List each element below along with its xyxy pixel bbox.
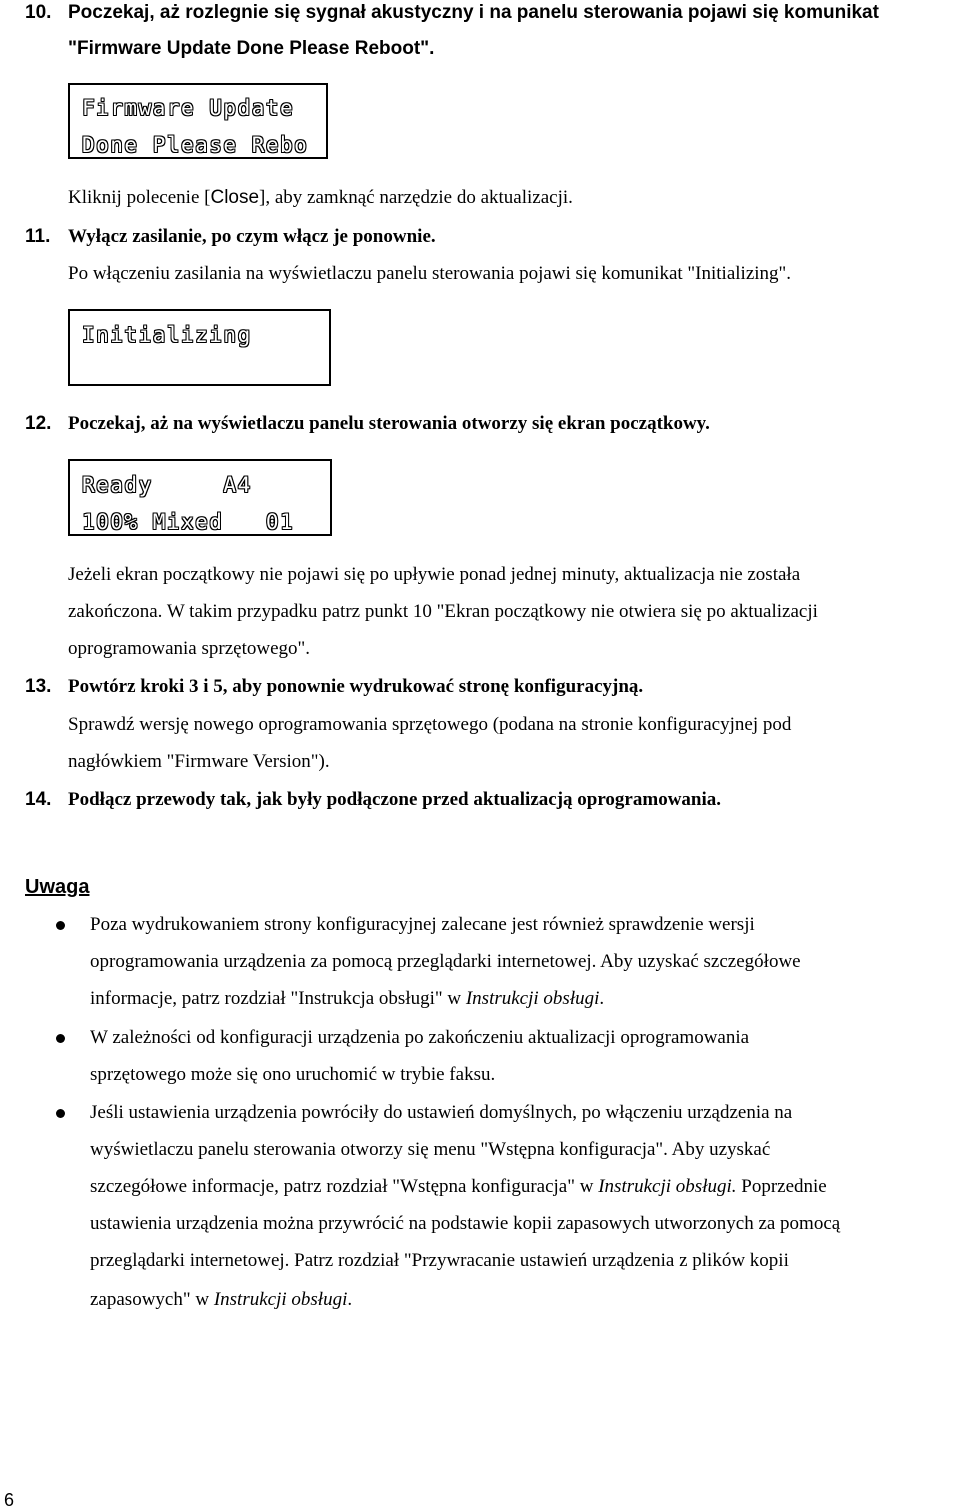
note-3-line6: [90, 1288, 352, 1312]
note-3-line1: Jeśli ustawienia urządzenia powróciły do ustawień domyślnych, po włączeniu urządzenia na: [90, 1102, 793, 1123]
step-14-title: Podłącz przewody tak, jak były podłączone przed aktualizacją oprogramowania.: [68, 789, 722, 810]
lcd-line-2: 100% Mixed 01: [82, 510, 295, 534]
step-10-line2: "Firmware Update Done Please Reboot".: [68, 38, 435, 59]
close-key: Close: [210, 187, 260, 208]
note-1-line1: Poza wydrukowaniem strony konfiguracyjnej zalecane jest również sprawdzenie wersji: [90, 914, 755, 935]
lcd-ready-screen: [68, 459, 332, 536]
step-number-14: 14.: [25, 789, 52, 810]
manual-reference: Instrukcji obsługi: [213, 1289, 348, 1310]
lcd-firmware-update-done: [68, 83, 328, 159]
lcd-line-2: Done Please Rebo: [82, 133, 309, 157]
close-instruction-post: ], aby zamknąć narzędzie do aktualizacji.: [259, 187, 573, 208]
note-2-line1: W zależności od konfiguracji urządzenia po zakończeniu aktualizacji oprogramowania: [90, 1027, 750, 1048]
step-12-body-line3: oprogramowania sprzętowego".: [68, 638, 311, 659]
lcd-initializing: [68, 309, 331, 386]
note-title: Uwaga: [25, 876, 90, 898]
step-10-close-instruction: [68, 186, 573, 210]
step-11-body: Po włączeniu zasilania na wyświetlaczu panelu sterowania pojawi się komunikat "Initializing".: [68, 263, 792, 284]
note-1-line3-end: .: [599, 988, 605, 1009]
note-3-line3-text: szczegółowe informacje, patrz rozdział "Wstępna konfiguracja" w: [90, 1176, 599, 1197]
page-number: 6: [4, 1490, 15, 1510]
bullet-icon: [56, 1034, 65, 1043]
note-3-line5: przeglądarki internetowej. Patrz rozdział "Przywracanie ustawień urządzenia z plików kopii: [90, 1250, 789, 1271]
step-number-11: 11.: [25, 226, 51, 247]
note-3-line6-end: .: [347, 1289, 353, 1310]
step-number-10: 10.: [25, 2, 52, 23]
note-3-line3: [90, 1175, 827, 1199]
note-3-line4: ustawienia urządzenia można przywrócić na podstawie kopii zapasowych utworzonych za pomocą: [90, 1213, 841, 1234]
step-10-line1: Poczekaj, aż rozlegnie się sygnał akustyczny i na panelu sterowania pojawi się komunikat: [68, 2, 879, 23]
bullet-icon: [56, 1109, 65, 1118]
step-number-13: 13.: [25, 676, 52, 697]
note-1-line2: oprogramowania urządzenia za pomocą przeglądarki internetowej. Aby uzyskać szczegółowe: [90, 951, 801, 972]
step-number-12: 12.: [25, 413, 52, 434]
manual-reference: Instrukcji obsługi.: [598, 1176, 737, 1197]
lcd-line-1: Initializing: [82, 323, 252, 347]
note-3-line6-text: zapasowych" w: [90, 1289, 214, 1310]
note-3-line3-end: Poprzednie: [736, 1176, 827, 1197]
bullet-icon: [56, 921, 65, 930]
step-12-body-line1: Jeżeli ekran początkowy nie pojawi się po upływie ponad jednej minuty, aktualizacja nie została: [68, 564, 801, 585]
note-1-line3: [90, 987, 604, 1011]
manual-reference: Instrukcji obsługi: [465, 988, 600, 1009]
step-13-title: Powtórz kroki 3 i 5, aby ponownie wydrukować stronę konfiguracyjną.: [68, 676, 644, 697]
step-13-body-line2: nagłówkiem "Firmware Version").: [68, 751, 330, 772]
step-13-body-line1: Sprawdź wersję nowego oprogramowania sprzętowego (podana na stronie konfiguracyjnej pod: [68, 714, 792, 735]
close-instruction-pre: Kliknij polecenie [: [68, 187, 211, 208]
note-1-line3-text: informacje, patrz rozdział "Instrukcja obsługi" w: [90, 988, 466, 1009]
step-12-body-line2: zakończona. W takim przypadku patrz punkt 10 "Ekran początkowy nie otwiera się po aktualizacji: [68, 601, 818, 622]
lcd-line-1: Ready A4: [82, 473, 252, 497]
note-3-line2: wyświetlaczu panelu sterowania otworzy się menu "Wstępna konfiguracja". Aby uzyskać: [90, 1139, 771, 1160]
step-11-title: Wyłącz zasilanie, po czym włącz je ponownie.: [68, 226, 436, 247]
lcd-line-1: Firmware Update: [82, 96, 295, 120]
note-2-line2: sprzętowego może się ono uruchomić w trybie faksu.: [90, 1064, 496, 1085]
step-12-title: Poczekaj, aż na wyświetlaczu panelu sterowania otworzy się ekran początkowy.: [68, 413, 710, 434]
